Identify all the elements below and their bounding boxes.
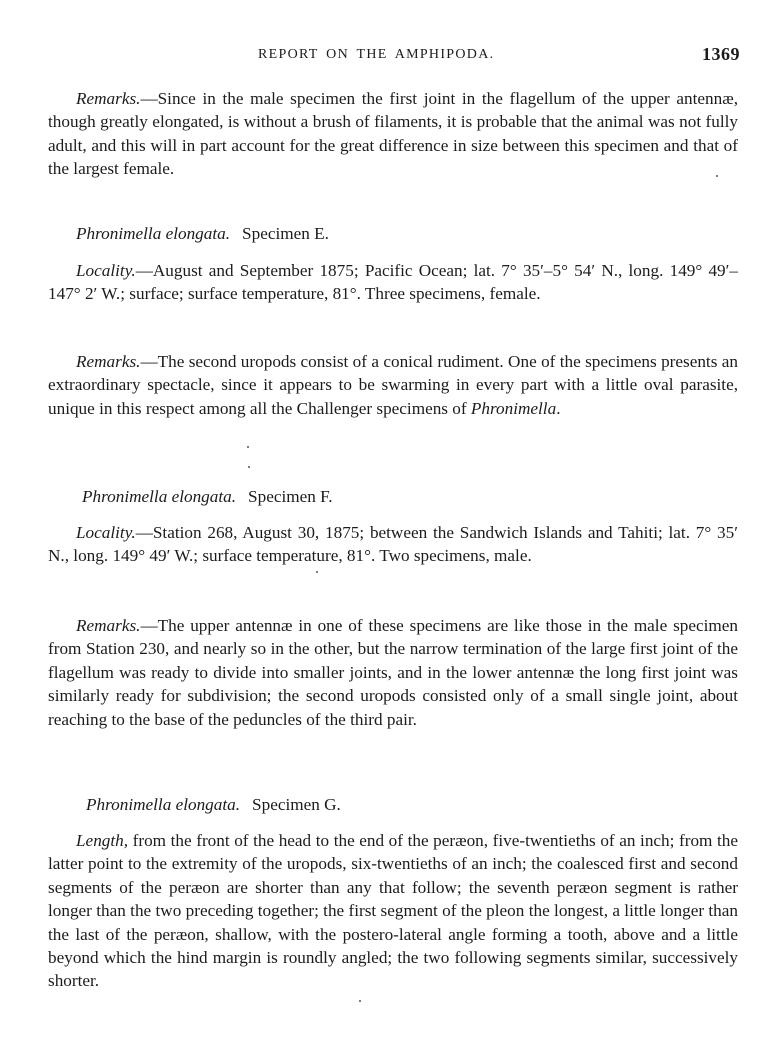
print-speck <box>248 466 250 468</box>
remarks-label: Remarks. <box>76 89 141 108</box>
page-number: 1369 <box>702 44 740 64</box>
specimen-label: Specimen E. <box>242 224 329 243</box>
section-heading-specimen-f <box>82 485 333 508</box>
section-heading-specimen-e <box>76 222 329 245</box>
locality-paragraph-specimen-f <box>48 521 738 568</box>
sentence-end: . <box>556 398 561 418</box>
locality-label: Locality. <box>76 261 136 280</box>
specimen-label: Specimen F. <box>248 487 333 506</box>
locality-paragraph-specimen-e <box>48 259 738 306</box>
length-text: from the front of the head to the end of the peræon, five-twentieths of an inch; from the latter point to the extremity of the uropods, six-twentieths of an inch; the coalesced first and second segments of the peræon are shorter than any that follow; the seventh peræon segment is rather longer than the two preceding together; the first segment of the pleon the longest, a little longer than the last of the peræon, shallow, with the postero-lateral angle forming a tooth, above and a little beyond which the hind margin is roundly angled; the two following segments similar, successively shorter. <box>48 831 738 991</box>
species-name: Phronimella elongata. <box>76 224 231 243</box>
genus-name: Phronimella <box>470 398 557 418</box>
print-speck <box>247 446 249 448</box>
remarks-text: —Since in the male specimen the first joint in the flagellum of the upper antennæ, though greatly elongated, is without a brush of filaments, it is probable that the animal was not fully adult, and this will in part account for the great difference in size between this specimen and that of the largest female. <box>48 89 738 179</box>
remarks-paragraph-specimen-f <box>48 614 738 731</box>
locality-text: —Station 268, August 30, 1875; between the Sandwich Islands and Tahiti; lat. 7° 35′ N., long. 149° 49′ W.; surface temperature, 81°. Two specimens, male. <box>48 523 738 566</box>
length-label: Length, <box>76 831 129 850</box>
length-paragraph-specimen-g <box>48 829 738 993</box>
running-title: REPORT ON THE AMPHIPODA. <box>258 47 495 62</box>
remarks-text: —The second uropods consist of a conical rudiment. One of the specimens presents an extraordinary spectacle, since it appears to be swarming in every part with a little oval parasite, unique in this respect among all the Challenger specimens of <box>48 352 738 418</box>
print-speck <box>316 571 318 573</box>
remarks-paragraph-male-specimen <box>48 87 738 181</box>
locality-label: Locality. <box>76 523 136 542</box>
print-speck <box>716 175 718 177</box>
remarks-label: Remarks. <box>76 352 141 371</box>
section-heading-specimen-g <box>86 793 341 816</box>
remarks-label: Remarks. <box>76 616 141 635</box>
remarks-text: —The upper antennæ in one of these specimens are like those in the male specimen from Station 230, and nearly so in the other, but the narrow termination of the large first joint of the flagellum was ready to divide into smaller joints, and in the lower antennæ the long first joint was similarly ready for subdivision; the second uropods consisted only of a small single joint, about reaching to the base of the peduncles of the third pair. <box>48 616 738 729</box>
specimen-label: Specimen G. <box>252 795 341 814</box>
remarks-paragraph-specimen-e <box>48 350 738 420</box>
page-header <box>0 44 776 68</box>
species-name: Phronimella elongata. <box>86 795 241 814</box>
print-speck <box>359 1000 361 1002</box>
locality-text: —August and September 1875; Pacific Ocean; lat. 7° 35′–5° 54′ N., long. 149° 49′–147° 2′ W.; surface; surface temperature, 81°. Three specimens, female. <box>48 261 738 304</box>
species-name: Phronimella elongata. <box>82 487 237 506</box>
